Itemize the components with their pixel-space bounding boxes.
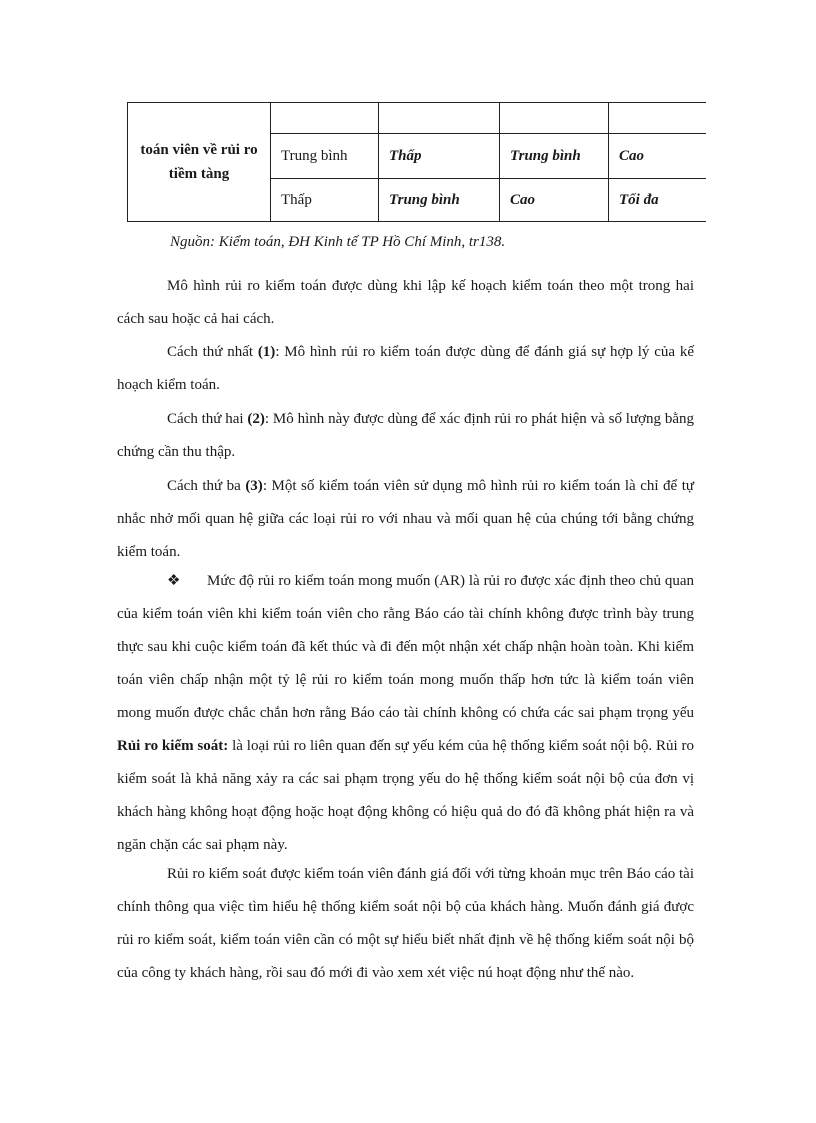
diamond-bullet-icon: ❖ bbox=[167, 573, 181, 589]
table-cell bbox=[379, 103, 500, 134]
row-header-line-2: tiềm tàng bbox=[168, 166, 230, 182]
paragraph-bold: (3) bbox=[245, 478, 263, 494]
table-cell: Trung bình bbox=[379, 179, 500, 222]
table-cell: Cao bbox=[500, 179, 609, 222]
table-cell: Thấp bbox=[271, 179, 379, 222]
table-cell: Trung bình bbox=[500, 134, 609, 179]
paragraph-text: Mức độ rủi ro kiểm toán mong muốn (AR) là rủi ro được xác định theo chủ quan của kiểm toán viên khi kiểm toán viên cho rằng Báo cáo tài chính không được trình bày trung thực sau khi cuộc kiểm toán đã kết thúc và đi đến một nhận xét chấp nhận hoàn toàn. Khi kiểm toán viên chấp nhận một tỷ lệ rủi ro kiểm toán mong muốn thấp hơn tức là kiểm toán viên mong muốn được chắc chắn hơn rằng Báo cáo tài chính không có chứa các sai phạm trọng yếu bbox=[117, 573, 694, 721]
table-cell bbox=[609, 103, 706, 134]
paragraph-bold: Rủi ro kiểm soát: bbox=[117, 738, 229, 754]
paragraph-control-risk bbox=[117, 858, 694, 990]
paragraph-text: : Một số kiểm toán viên sử dụng mô hình rủi ro kiểm toán là chỉ để tự nhắc nhở mối quan hệ giữa các loại rủi ro với nhau và mối quan hệ của chúng tới bằng chứng kiểm toán. bbox=[117, 478, 694, 560]
row-header-line-1: toán viên về rủi ro bbox=[140, 142, 258, 158]
paragraph-text: Cách thứ hai bbox=[167, 411, 248, 427]
paragraph-desired-risk bbox=[117, 565, 694, 862]
source-citation: Nguồn: Kiểm toán, ĐH Kinh tế TP Hồ Chí Minh, tr138. bbox=[170, 234, 506, 250]
table-cell: Trung bình bbox=[271, 134, 379, 179]
paragraph-intro bbox=[117, 270, 694, 336]
paragraph-text: Rủi ro kiểm soát được kiểm toán viên đánh giá đối với từng khoản mục trên Báo cáo tài chính thông qua việc tìm hiểu hệ thống kiểm soát nội bộ của khách hàng. Muốn đánh giá được rủi ro kiểm soát, kiểm toán viên cần có một sự hiểu biết nhất định về hệ thống kiểm soát nội bộ của công ty khách hàng, rồi sau đó mới đi vào xem xét việc nú hoạt động như thế nào. bbox=[117, 866, 695, 981]
table-row bbox=[128, 103, 706, 134]
paragraph-text: Cách thứ ba bbox=[167, 478, 246, 494]
table-cell: Tối đa bbox=[609, 179, 706, 222]
row-header-cell bbox=[128, 103, 271, 222]
paragraph-method-3 bbox=[117, 470, 694, 569]
table-cell bbox=[271, 103, 379, 134]
paragraph-bold: (1) bbox=[257, 344, 276, 360]
table-cell: Cao bbox=[609, 134, 706, 179]
table-cell bbox=[500, 103, 609, 134]
paragraph-method-1 bbox=[117, 336, 694, 402]
paragraph-text: Mô hình rủi ro kiểm toán được dùng khi lập kế hoạch kiểm toán theo một trong hai cách sau hoặc cả hai cách. bbox=[117, 278, 694, 327]
paragraph-bold: (2) bbox=[247, 411, 265, 427]
paragraph-text: : Mô hình rủi ro kiểm toán được dùng để đánh giá sự hợp lý của kế hoạch kiểm toán. bbox=[117, 344, 694, 393]
paragraph-method-2 bbox=[117, 403, 694, 469]
risk-matrix-table bbox=[127, 102, 706, 222]
paragraph-text: : Mô hình này được dùng để xác định rủi ro phát hiện và số lượng bằng chứng cần thu thập. bbox=[117, 411, 694, 460]
paragraph-text: Cách thứ nhất bbox=[167, 344, 258, 360]
table-cell: Thấp bbox=[379, 134, 500, 179]
paragraph-text: là loại rủi ro liên quan đến sự yếu kém của hệ thống kiểm soát nội bộ. Rủi ro kiểm soát là khả năng xảy ra các sai phạm trọng yếu do hệ thống kiểm soát nội bộ của đơn vị khách hàng không hoạt động hoặc hoạt động không có hiệu quả do đó đã không phát hiện ra và ngăn chặn các sai phạm này. bbox=[117, 738, 694, 853]
